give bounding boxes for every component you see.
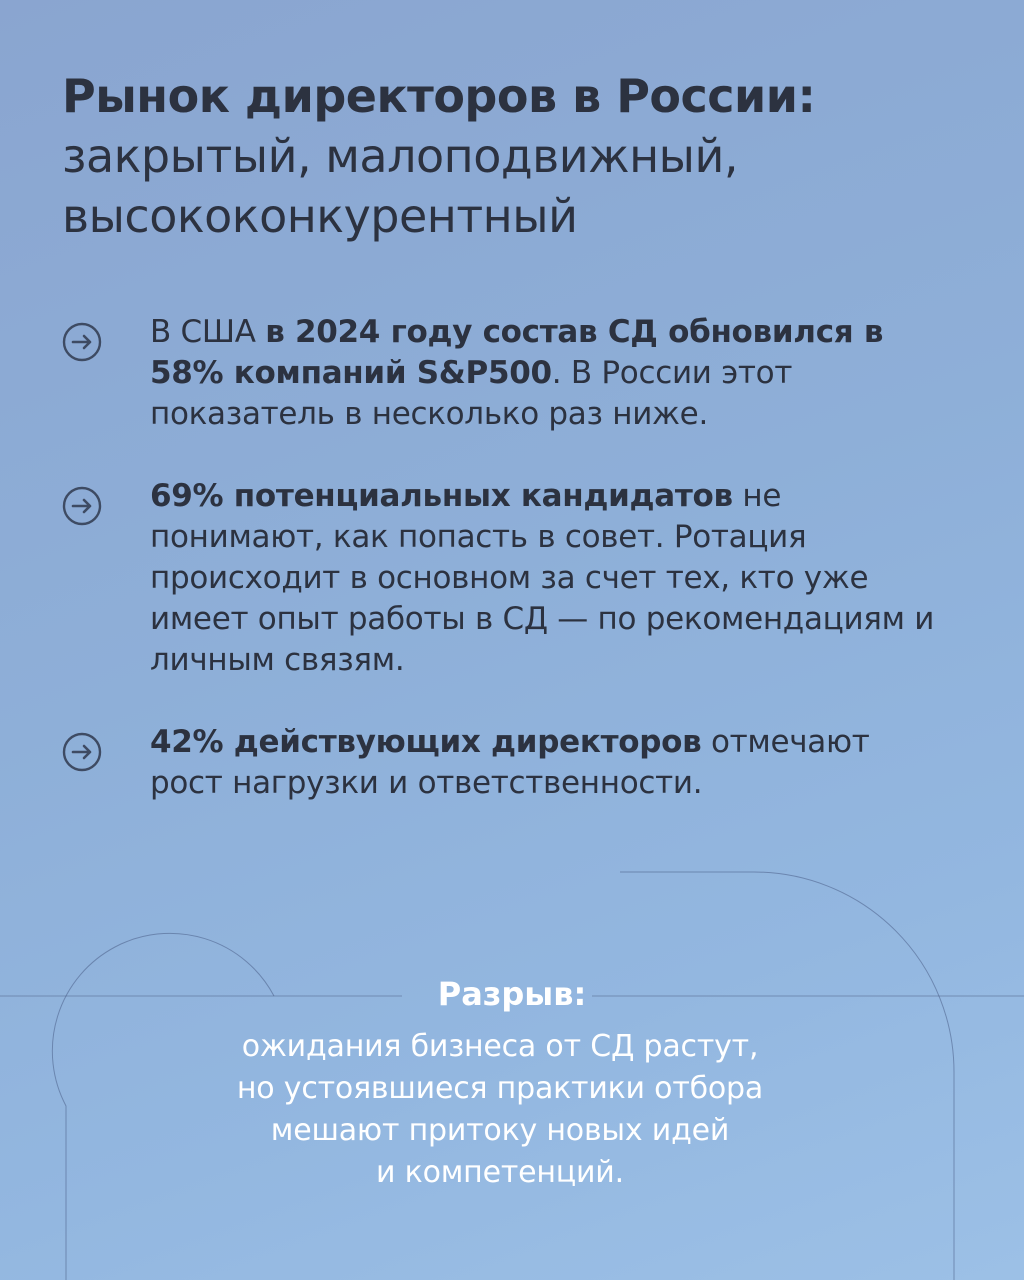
title-line-2: закрытый, малоподвижный,: [62, 129, 739, 183]
page-title: [62, 66, 982, 246]
arrow-right-circle-icon: [62, 322, 102, 362]
bullet-text-2: [150, 476, 950, 681]
arrow-right-circle-icon: [62, 486, 102, 526]
title-bold: Рынок директоров в России:: [62, 69, 816, 123]
gap-line-1: ожидания бизнеса от СД растут,: [241, 1029, 759, 1064]
gap-body: [0, 1026, 1000, 1194]
bullet-1-bold: в 2024 году состав СД обновился в 58% компаний S&P500: [150, 314, 884, 391]
gap-line-4: и компетенций.: [376, 1155, 624, 1190]
gap-line-2: но устоявшиеся практики отбора: [236, 1071, 764, 1106]
bullet-3-bold: 42% действующих директоров: [150, 724, 702, 760]
bullet-1-plain-b: . В России этот показатель в несколько раз ниже.: [150, 355, 793, 432]
bullet-2-plain: не понимают, как попасть в совет. Ротация происходит в основном за счет тех, кто уже имеет опыт работы в СД — по рекомендациям и личным связям.: [150, 478, 935, 678]
bullet-1-plain-a: В США: [150, 314, 266, 350]
arrow-right-circle-icon: [62, 732, 102, 772]
gap-line-3: мешают притоку новых идей: [270, 1113, 730, 1148]
bullet-3-plain: отмечают рост нагрузки и ответственности.: [150, 724, 870, 801]
bullet-text-3: [150, 722, 950, 804]
title-line-3: высококонкурентный: [62, 189, 578, 243]
gap-title: Разрыв:: [437, 975, 587, 1013]
bullet-2-bold: 69% потенциальных кандидатов: [150, 478, 733, 514]
bullet-text-1: [150, 312, 950, 435]
